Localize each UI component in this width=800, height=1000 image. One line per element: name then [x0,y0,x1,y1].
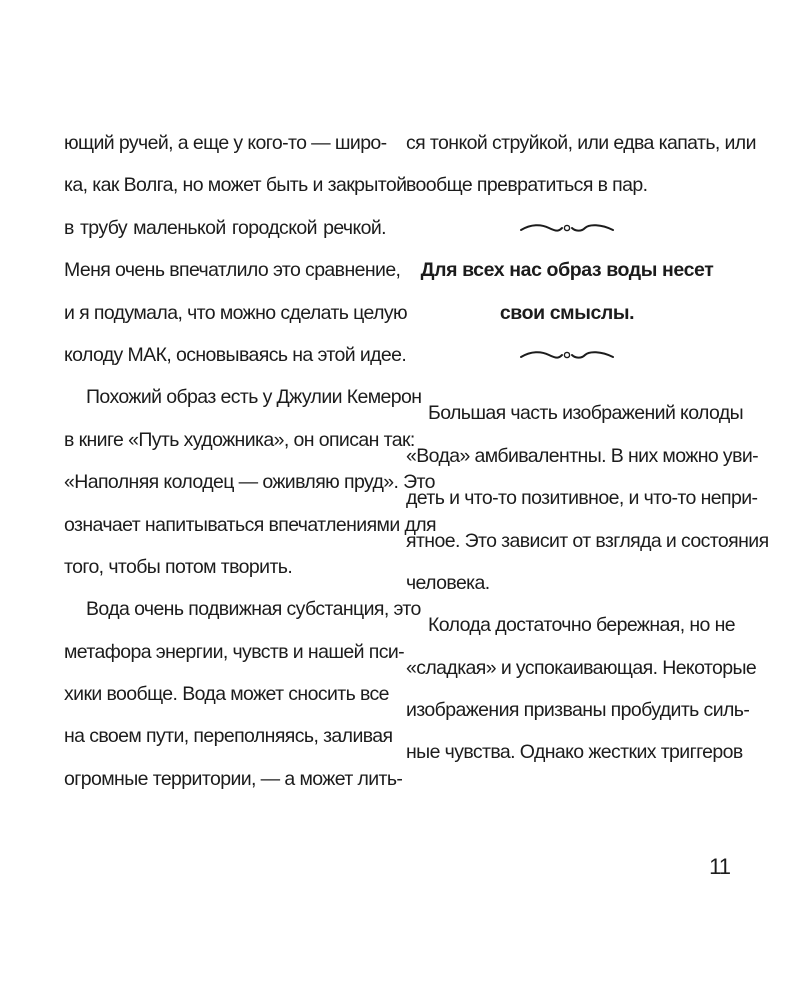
text-line: изображения призваны пробудить силь- [406,699,750,722]
text-line: колоду МАК, основываясь на этой идее. [64,343,407,366]
spacer [406,376,728,392]
text-line: ся тонкой струйкой, или едва капать, или [406,132,756,154]
text-line: «Наполняя колодец — оживляю пруд». Это [64,471,435,494]
section-heading: Для всех нас образ воды несет [420,259,714,282]
text-line: метафора энергии, чувств и нашей пси- [64,640,405,663]
page-number: 11 [709,854,730,879]
text-line: Меня очень впечатлило это сравнение, [64,259,401,282]
text-line: Колода достаточно бережная, но не [428,614,736,637]
text-line: огромные территории, — а может лить- [64,767,403,790]
text-line: того, чтобы потом творить. [64,555,293,578]
text-line: означает напитываться впечатлениями для [64,513,436,536]
text-line: хики вообще. Вода может сносить все [64,683,389,706]
text-line: ющий ручей, а еще у кого-то — широ- [64,132,387,154]
text-line: ятное. Это зависит от взгляда и состояния [406,529,769,552]
text-line: «сладкая» и успокаивающая. Некоторые [406,656,757,679]
swash-divider-icon [406,334,728,376]
text-line: ные чувства. Однако жестких триггеров [406,741,743,764]
text-line: в книге «Путь художника», он описан так: [64,428,415,451]
right-text-column [406,122,769,774]
text-line: вообще превратиться в пар. [406,174,648,197]
text-line: деть и что-то позитивное, и что-то непри- [406,487,758,510]
text-line: на своем пути, переполняясь, заливая [64,725,393,748]
text-line: человека. [406,571,490,594]
swash-divider-icon [406,207,728,249]
left-text-column [64,122,436,800]
text-line: ка, как Волга, но может быть и закрытой [64,174,407,197]
text-line: и я подумала, что можно сделать целую [64,301,408,324]
section-heading: свои смыслы. [499,301,635,324]
text-line: Вода очень подвижная субстанция, это [86,598,421,621]
text-line: «Вода» амбивалентны. В них можно уви- [406,444,759,467]
text-line: в трубу маленькой городской речкой. [64,216,386,239]
text-line: Похожий образ есть у Джулии Кемерон [86,386,422,409]
text-line: Большая часть изображений колоды [428,402,744,425]
